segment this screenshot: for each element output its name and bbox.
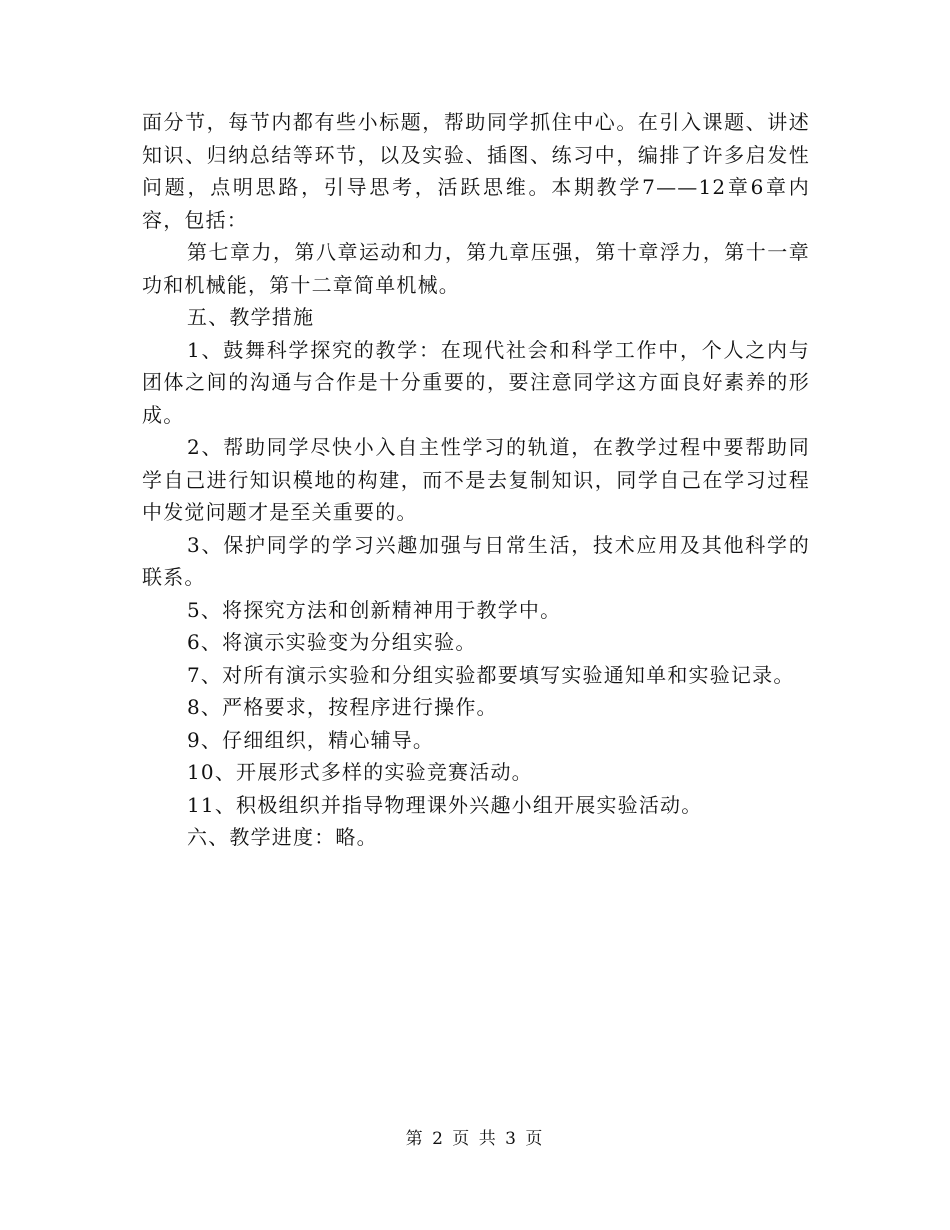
section-heading-teaching-measures: 五、教学措施	[187, 305, 315, 329]
measure-item-10: 10、开展形式多样的实验竞赛活动。	[187, 760, 533, 784]
paragraph-continuation: 面分节，每节内都有些小标题，帮助同学抓住中心。在引入课题、讲述知识、归纳总结等环节，以及实验、插图、练习中，编排了许多启发性问题，点明思路，引导思考，活跃思维。本期教学7——12章6章内容，包括：	[142, 110, 810, 232]
measure-item-1: 1、鼓舞科学探究的教学：在现代社会和科学工作中，个人之内与团体之间的沟通与合作是十分重要的，要注意同学这方面良好素养的形成。	[142, 337, 810, 427]
page-number-footer: 第 2 页 共 3 页	[405, 1129, 545, 1149]
paragraph-chapter-list: 第七章力，第八章运动和力，第九章压强，第十章浮力，第十一章功和机械能，第十二章简单机械。	[142, 240, 810, 297]
document-body	[142, 106, 810, 854]
measure-item-5: 5、将探究方法和创新精神用于教学中。	[187, 597, 562, 622]
measure-item-9: 9、仔细组织，精心辅导。	[187, 727, 435, 752]
measure-item-2: 2、帮助同学尽快小入自主性学习的轨道，在教学过程中要帮助同学自己进行知识模地的构建，而不是去复制知识，同学自己在学习过程中发觉问题才是至关重要的。	[142, 435, 810, 524]
measure-item-8: 8、严格要求，按程序进行操作。	[187, 695, 498, 719]
section-heading-teaching-progress: 六、教学进度：略。	[187, 825, 378, 849]
measure-item-7: 7、对所有演示实验和分组实验都要填写实验通知单和实验记录。	[187, 662, 795, 687]
measure-item-6: 6、将演示实验变为分组实验。	[187, 630, 477, 654]
measure-item-3: 3、保护同学的学习兴趣加强与日常生活，技术应用及其他科学的联系。	[142, 532, 810, 589]
measure-item-11: 11、积极组织并指导物理课外兴趣小组开展实验活动。	[187, 792, 703, 817]
